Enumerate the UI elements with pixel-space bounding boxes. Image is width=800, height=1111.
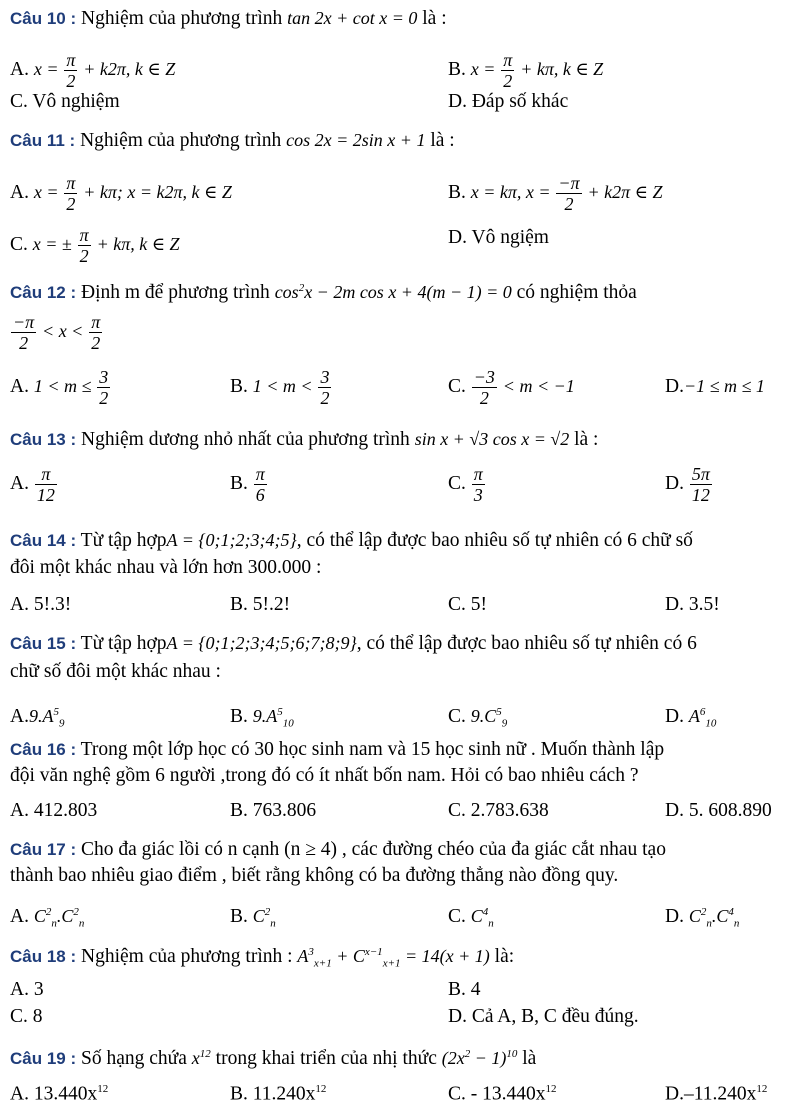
question-14: Câu 14 : Từ tập hợpA = {0;1;2;3;4;5}, có thể lập được bao nhiêu số tự nhiên có 6 chữ số [10,530,693,551]
q14-option-d[interactable]: D. 3.5! [665,594,720,615]
q14-option-c[interactable]: C. 5! [448,594,487,615]
q19-option-d[interactable]: $D.-11.240x^{12}$ [665,1083,768,1105]
question-19-label: Câu 19 : [10,1049,77,1068]
q15-option-c[interactable]: C. $9.C^5_9$ [448,706,508,730]
q16-option-b[interactable]: B. 763.806 [230,800,317,821]
q10-option-b[interactable]: B. x = $\frac{\pi}{2}$ + kπ, k ∈ Z [448,50,604,91]
q13-option-c[interactable]: C. $\frac{\pi}{3}$ [448,464,483,505]
q12-option-d[interactable]: D.−1 ≤ m ≤ 1 [665,376,765,397]
q15-option-d[interactable]: D. $A^6_{10}$ [665,706,717,730]
question-14-label: Câu 14 : [10,531,77,550]
q13-option-d[interactable]: D. $\frac{5\pi}{12}$ [665,464,710,505]
question-17-label: Câu 17 : [10,840,77,859]
q12-option-a[interactable]: A. 1 < m ≤ $\frac{3}{2}$ [10,367,109,408]
q17-option-b[interactable]: B. $C^2_n$ [230,906,276,930]
q11-option-b[interactable]: B. x = kπ, x = $\frac{-\pi}{2}$ + k2π ∈ Z [448,173,663,214]
question-17-line2: thành bao nhiêu giao điểm , biết rằng không có ba đường thẳng nào đồng quy. [10,865,619,886]
question-13-label: Câu 13 : [10,430,77,449]
question-12-condition: $\frac{-\pi}{2}$ < x < $\frac{\pi}{2}$ [13,312,101,353]
q10-option-d[interactable]: D. Đáp số khác [448,91,569,112]
question-16-line2: đội văn nghệ gồm 6 người ,trong đó có ít nhất bốn nam. Hỏi có bao nhiêu cách ? [10,765,639,786]
q12-option-b[interactable]: B. 1 < m < $\frac{3}{2}$ [230,367,330,408]
question-16-label: Câu 16 : [10,740,77,759]
q16-option-d[interactable]: D. 5. 608.890 [665,800,772,821]
question-15: Câu 15 : Từ tập hợpA = {0;1;2;3;4;5;6;7;8;9}, có thể lập được bao nhiêu số tự nhiên có 6 [10,633,697,654]
question-10 [10,6,447,31]
q14-option-b[interactable]: B. 5!.2! [230,594,291,615]
question-12-label: Câu 12 : [10,283,77,302]
q14-option-a[interactable]: A. 5!.3! [10,594,72,615]
q19-option-c[interactable]: C. - $13.440x^{12}$ [448,1083,557,1105]
question-10-tail: là : [422,8,447,29]
question-10-text: Nghiệm của phương trình [81,8,283,29]
question-17: Câu 17 : Cho đa giác lồi có n cạnh (n ≥ 4) , các đường chéo của đa giác cắt nhau tạo [10,839,666,860]
q19-option-a[interactable]: A. $13.440x^{12}$ [10,1083,109,1105]
q10-option-c[interactable]: C. Vô nghiệm [10,91,120,112]
question-10-equation: tan 2x + cot x = 0 [287,8,418,28]
question-16: Câu 16 : Trong một lớp học có 30 học sinh nam và 15 học sinh nữ . Muốn thành lập [10,739,665,760]
q15-option-b[interactable]: B. $9.A^5_{10}$ [230,706,294,730]
q18-option-d[interactable]: D. Cả A, B, C đều đúng. [448,1006,639,1027]
q16-option-a[interactable]: A. 412.803 [10,800,98,821]
q13-option-a[interactable]: A. $\frac{\pi}{12}$ [10,464,55,505]
question-15-label: Câu 15 : [10,634,77,653]
q17-option-a[interactable]: A. $C^2_n.C^2_n$ [10,906,85,930]
q19-option-b[interactable]: B. $11.240x^{12}$ [230,1083,327,1105]
question-19: Câu 19 : Số hạng chứa $x^{12}$ trong khai triển của nhị thức $(2x^2 - 1)^{10}$ là [10,1048,537,1069]
q10-option-a[interactable]: A. x = $\frac{\pi}{2}$ + k2π, k ∈ Z [10,50,176,91]
question-13: Câu 13 : Nghiệm dương nhỏ nhất của phương trình sin x + √3 cos x = √2 là : [10,429,599,450]
question-10-label: Câu 10 : [10,9,77,28]
q11-option-a[interactable]: A. x = $\frac{\pi}{2}$ + kπ; x = k2π, k ∈ Z [10,173,232,214]
question-18-label: Câu 18 : [10,947,77,966]
question-12: Câu 12 : Định m để phương trình $\cos^2x - 2m$ cos x + 4(m − 1) = 0 có nghiệm thỏa [10,282,637,303]
q11-option-c[interactable]: C. x = ± $\frac{\pi}{2}$ + kπ, k ∈ Z [10,225,180,266]
q13-option-b[interactable]: B. $\frac{\pi}{6}$ [230,464,265,505]
q11-option-d[interactable]: D. Vô ngiệm [448,227,549,248]
question-11: Câu 11 : Nghiệm của phương trình cos 2x = 2sin x + 1 là : [10,130,455,151]
q17-option-d[interactable]: D. $C^2_n.C^4_n$ [665,906,740,930]
question-18: Câu 18 : Nghiệm của phương trình : $A^3_{x+1} + C^{x-1}_{x+1} = 14(x + 1)$ là: [10,946,515,970]
question-14-line2: đôi một khác nhau và lớn hơn 300.000 : [10,557,322,578]
q18-option-b[interactable]: B. 4 [448,979,481,1000]
q18-option-c[interactable]: C. 8 [10,1006,43,1027]
question-11-label: Câu 11 : [10,131,76,150]
q12-option-c[interactable]: C. $\frac{-3}{2}$ < m < −1 [448,367,575,408]
question-15-line2: chữ số đôi một khác nhau : [10,661,221,682]
q17-option-c[interactable]: C. $C^4_n$ [448,906,494,930]
q16-option-c[interactable]: C. 2.783.638 [448,800,549,821]
q15-option-a[interactable]: $A.9.A^5_9$ [10,706,65,730]
q18-option-a[interactable]: A. 3 [10,979,44,1000]
